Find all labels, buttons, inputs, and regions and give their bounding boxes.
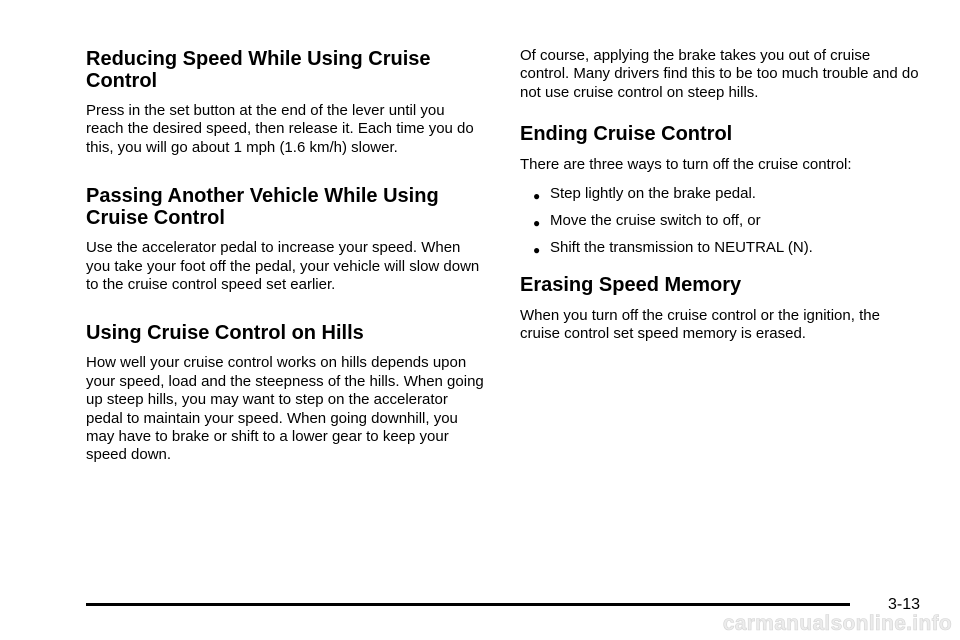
list-item-text: Shift the transmission to NEUTRAL (N).	[550, 238, 813, 256]
list-item	[520, 185, 920, 203]
ending-methods-list	[520, 185, 920, 257]
section-heading-hills: Using Cruise Control on Hills	[86, 322, 364, 345]
section-body-ending-cruise: There are three ways to turn off the cruise control:	[520, 156, 852, 174]
section-body-hills: How well your cruise control works on hills depends upon your speed, load and the steepness of the hills. When going up steep hills, you may want to step on the accelerator pedal to maintain your speed. When going downhill, you may have to brake or shift to a lower gear to keep your speed down.	[86, 354, 484, 464]
list-item	[520, 212, 920, 230]
bullet-icon: ●	[533, 242, 541, 257]
hills-continued-paragraph: Of course, applying the brake takes you out of cruise control. Many drivers find this to be too much trouble and do not use cruise control on steep hills.	[520, 47, 919, 101]
section-heading-reducing-speed: Reducing Speed While Using Cruise Control	[86, 48, 431, 92]
section-heading-ending-cruise: Ending Cruise Control	[520, 123, 733, 146]
right-column	[520, 40, 920, 343]
bullet-icon: ●	[533, 215, 541, 230]
list-item-text: Step lightly on the brake pedal.	[550, 184, 756, 202]
section-body-erasing-memory: When you turn off the cruise control or the ignition, the cruise control set speed memory is erased.	[520, 306, 880, 343]
section-heading-erasing-memory: Erasing Speed Memory	[520, 273, 742, 296]
left-column	[86, 40, 486, 465]
list-item-text: Move the cruise switch to off, or	[550, 211, 761, 229]
list-item	[520, 239, 920, 257]
section-body-passing-vehicle: Use the accelerator pedal to increase your speed. When you take your foot off the pedal, your vehicle will slow down to the cruise control speed set earlier.	[86, 239, 480, 294]
footer-rule	[86, 603, 850, 606]
bullet-icon: ●	[533, 188, 541, 203]
page-number: 3-13	[888, 596, 921, 613]
watermark: carmanualsonline.info	[722, 612, 952, 635]
section-heading-passing-vehicle: Passing Another Vehicle While Using Cruise Control	[86, 185, 439, 230]
section-body-reducing-speed: Press in the set button at the end of the lever until you reach the desired speed, then release it. Each time you do this, you will go about 1 mph (1.6 km/h) slower.	[86, 102, 474, 156]
